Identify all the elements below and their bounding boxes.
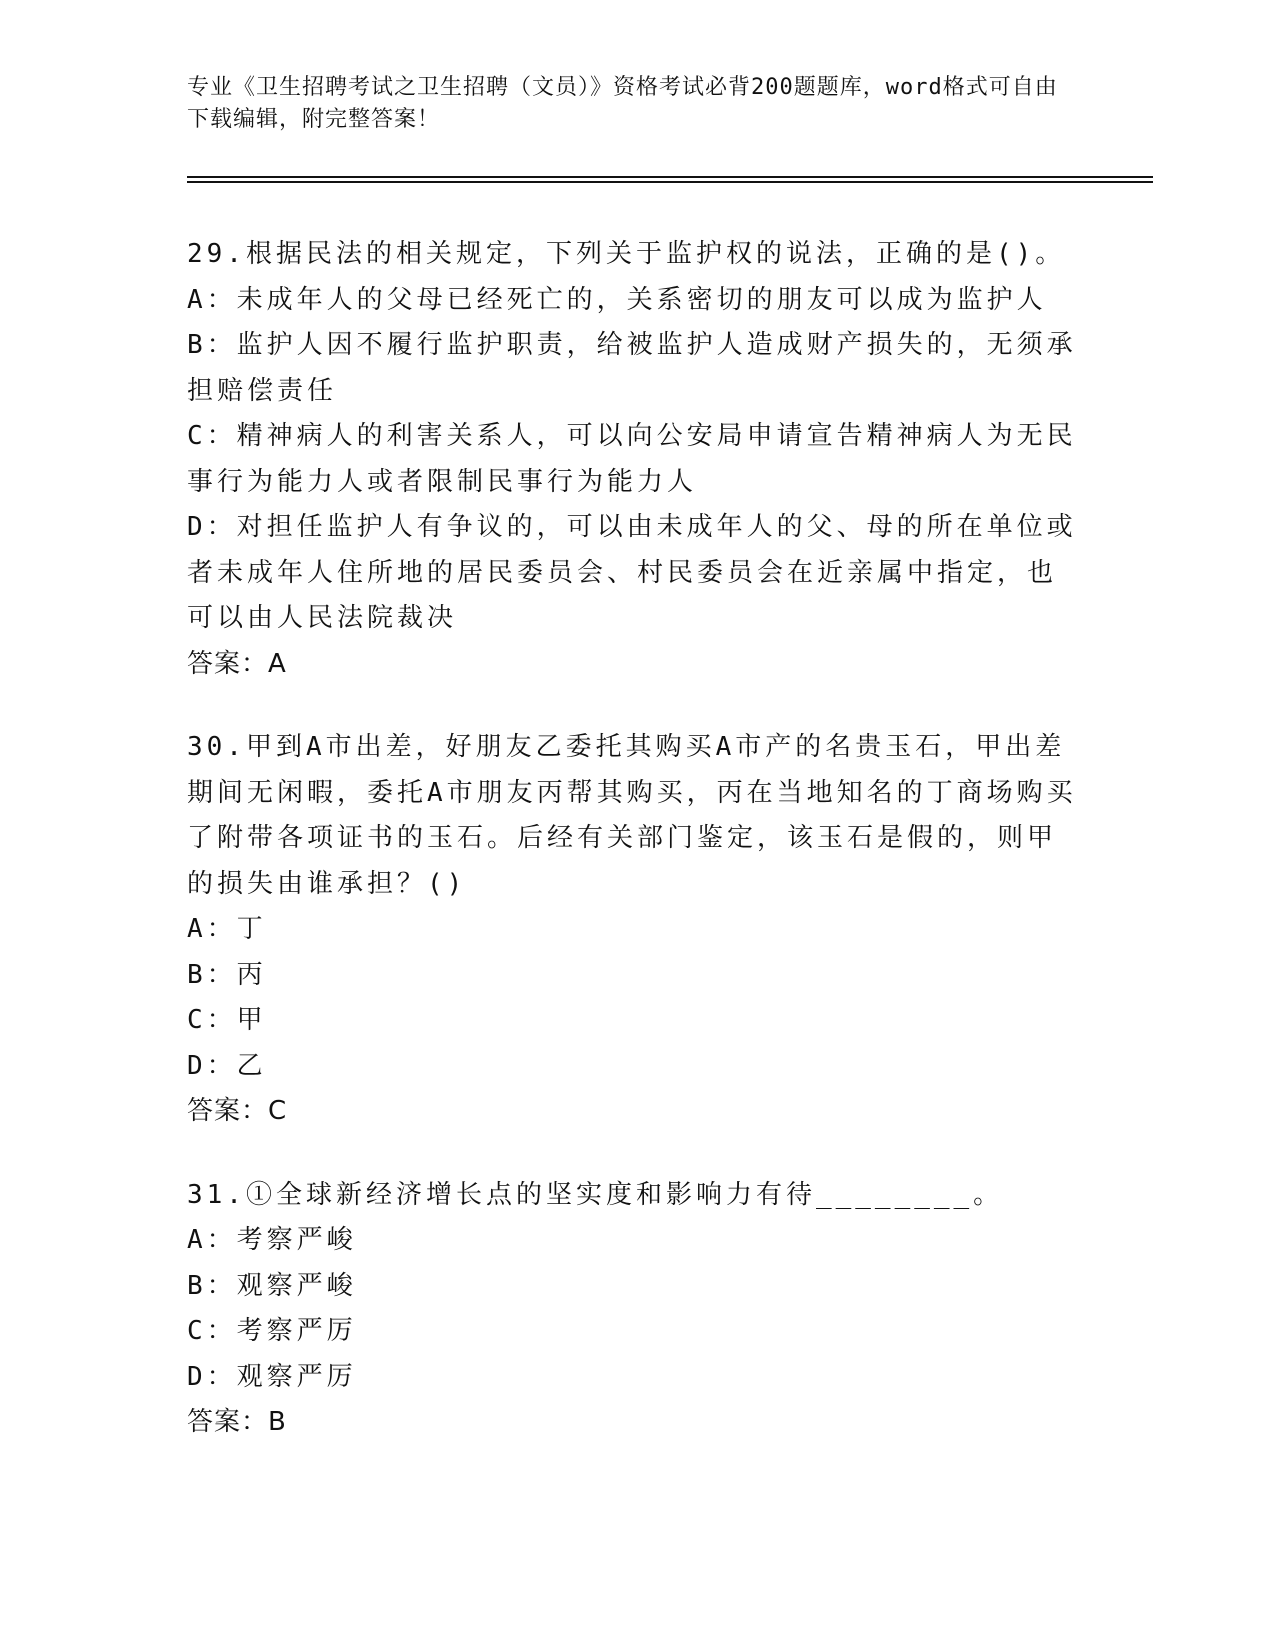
option-a: A：丁 (187, 914, 267, 944)
question-29 (187, 232, 1077, 687)
answer-label: 答案：C (187, 1096, 288, 1126)
option-a: A：考察严峻 (187, 1225, 357, 1255)
question-stem: 31.①全球新经济增长点的坚实度和影响力有待________。 (187, 1179, 1004, 1210)
option-d: D：对担任监护人有争议的，可以由未成年人的父、母的所在单位或者未成年人住所地的居民委员会、村民委员会在近亲属中指定，也可以由人民法院裁决 (187, 512, 1077, 633)
question-31 (187, 1173, 1077, 1446)
question-stem: 30.甲到A市出差，好朋友乙委托其购买A市产的名贵玉石，甲出差期间无闲暇，委托A市朋友丙帮其购买，丙在当地知名的丁商场购买了附带各项证书的玉石。后经有关部门鉴定，该玉石是假的，则甲的损失由谁承担？() (187, 732, 1077, 899)
header-divider-top (187, 176, 1153, 178)
option-c: C：精神病人的利害关系人，可以向公安局申请宣告精神病人为无民事行为能力人或者限制民事行为能力人 (187, 421, 1077, 497)
answer-label: 答案：A (187, 648, 287, 679)
header-text: 专业《卫生招聘考试之卫生招聘（文员）》资格考试必背200题题库，word格式可自由下载编辑，附完整答案！ (187, 75, 1058, 132)
question-30 (187, 725, 1077, 1135)
option-b: B：观察严峻 (187, 1270, 357, 1301)
option-a: A：未成年人的父母已经死亡的，关系密切的朋友可以成为监护人 (187, 284, 1047, 315)
document-header (187, 72, 1067, 136)
option-b: B：丙 (187, 959, 267, 990)
answer-label: 答案：B (187, 1407, 287, 1437)
option-b: B：监护人因不履行监护职责，给被监护人造成财产损失的，无须承担赔偿责任 (187, 330, 1077, 406)
option-c: C：考察严厉 (187, 1316, 357, 1346)
header-divider-bottom (187, 181, 1153, 183)
option-c: C：甲 (187, 1005, 267, 1035)
question-list (187, 232, 1077, 1484)
option-d: D：观察严厉 (187, 1361, 357, 1392)
question-stem: 29.根据民法的相关规定，下列关于监护权的说法，正确的是()。 (187, 239, 1066, 269)
option-d: D：乙 (187, 1050, 267, 1081)
